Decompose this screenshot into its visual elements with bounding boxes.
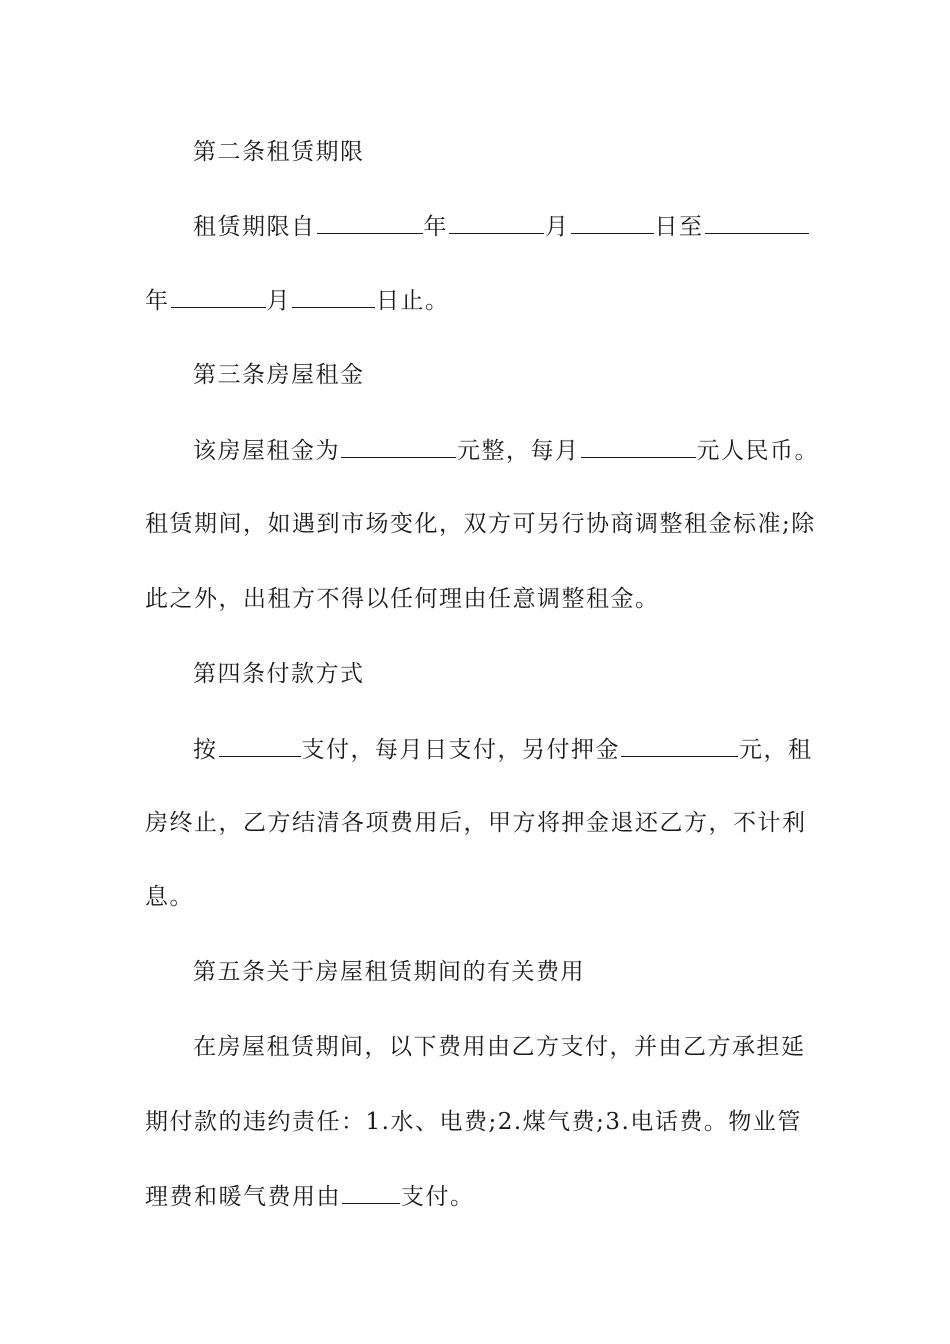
deposit-blank[interactable]: [621, 734, 738, 757]
article-5-line-2: [145, 1107, 810, 1137]
deposit-unit-label: 元，租: [739, 737, 813, 763]
end-year-label: 年: [145, 288, 170, 314]
end-month-label: 月: [266, 288, 291, 314]
article-3-text-3: 此之外，出租方不得以任何理由任意调整租金。: [145, 586, 660, 612]
start-year-blank[interactable]: [317, 211, 423, 234]
article-3-line-3: [145, 584, 810, 614]
rent-total-blank[interactable]: [341, 435, 456, 458]
article-4-line-1: [193, 734, 813, 765]
article-3-heading-text: 第三条房屋租金: [193, 362, 365, 388]
month-label: 月: [545, 214, 570, 240]
fees-payer-blank[interactable]: [342, 1181, 400, 1204]
rent-label: 该房屋租金为: [193, 438, 340, 464]
article-3-text-2: 租赁期间，如遇到市场变化，双方可另行协商调整租金标准;除: [145, 511, 816, 537]
article-3-line-1: [193, 435, 819, 466]
article-5-text-1: 在房屋租赁期间，以下费用由乙方支付，并由乙方承担延: [193, 1034, 806, 1060]
rmb-label: 元人民币。: [696, 438, 819, 464]
rent-monthly-blank[interactable]: [581, 435, 696, 458]
article-4-text-2: 房终止，乙方结清各项费用后，甲方将押金退还乙方，不计利: [145, 810, 807, 836]
fees-payer-label: 理费和暖气费用由: [145, 1184, 341, 1210]
end-day-label: 日止。: [376, 288, 450, 314]
end-day-blank[interactable]: [292, 285, 375, 308]
article-4-heading: [193, 659, 810, 689]
lease-start-label: 租赁期限自: [193, 214, 316, 240]
article-2-heading-text: 第二条租赁期限: [193, 139, 365, 165]
year-label: 年: [423, 214, 448, 240]
start-day-blank[interactable]: [571, 211, 654, 234]
day-to-label: 日至: [654, 214, 704, 240]
article-4-text-3: 息。: [145, 884, 194, 910]
article-2-heading: [193, 137, 810, 167]
end-year-blank[interactable]: [705, 211, 809, 234]
article-5-heading: [193, 957, 810, 987]
payment-by-label: 按: [193, 737, 218, 763]
start-month-blank[interactable]: [449, 211, 544, 234]
rent-monthly-label: 元整，每月: [457, 438, 580, 464]
article-5-text-2: 期付款的违约责任：1.水、电费;2.煤气费;3.电话费。物业管: [145, 1109, 802, 1135]
article-4-line-2: [145, 808, 810, 838]
article-4-line-3: [145, 882, 810, 912]
payment-method-blank[interactable]: [219, 734, 301, 757]
article-5-heading-text: 第五条关于房屋租赁期间的有关费用: [193, 959, 585, 985]
article-4-heading-text: 第四条付款方式: [193, 661, 365, 687]
article-3-line-2: [145, 509, 816, 539]
article-3-heading: [193, 360, 810, 390]
article-2-line-1: [193, 211, 810, 242]
fees-pay-label: 支付。: [401, 1184, 475, 1210]
article-5-line-1: [193, 1032, 810, 1062]
article-5-line-3: [145, 1181, 810, 1212]
end-month-blank[interactable]: [171, 285, 266, 308]
payment-deposit-label: 支付，每月日支付，另付押金: [301, 737, 620, 763]
article-2-line-2: [145, 285, 810, 316]
